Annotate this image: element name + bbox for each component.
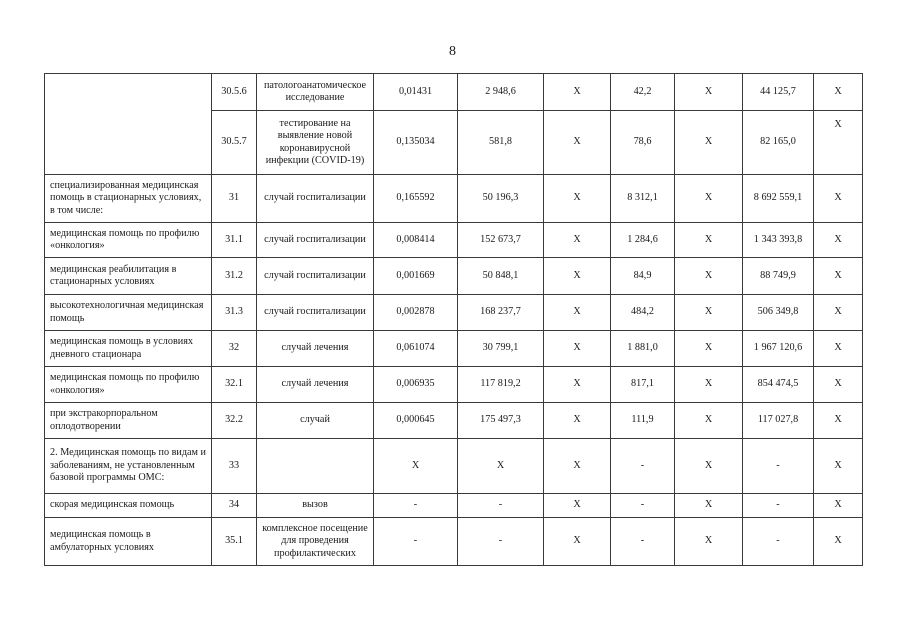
row-cell: - xyxy=(743,439,814,494)
row-code: 30.5.6 xyxy=(212,74,257,111)
row-cell: - xyxy=(611,494,675,518)
row-cell: 88 749,9 xyxy=(743,258,814,295)
row-cell: - xyxy=(611,518,675,566)
row-cell: Х xyxy=(544,518,611,566)
row-cell: Х xyxy=(675,331,743,367)
row-cell: 111,9 xyxy=(611,403,675,439)
row-cell: Х xyxy=(675,494,743,518)
row-cell: Х xyxy=(544,403,611,439)
row-cell: - xyxy=(743,494,814,518)
row-cell: Х xyxy=(814,518,863,566)
row-cell: 152 673,7 xyxy=(458,223,544,258)
row-unit: случай xyxy=(257,403,374,439)
row-cell: Х xyxy=(814,223,863,258)
row-cell: Х xyxy=(675,74,743,111)
table-row xyxy=(45,439,863,494)
row-cell: Х xyxy=(544,111,611,175)
table-row xyxy=(45,258,863,295)
row-cell: Х xyxy=(675,175,743,223)
row-cell: 168 237,7 xyxy=(458,295,544,331)
row-unit: вызов xyxy=(257,494,374,518)
row-cell: 50 196,3 xyxy=(458,175,544,223)
row-code: 31.2 xyxy=(212,258,257,295)
row-code: 32.2 xyxy=(212,403,257,439)
row-name: специализированная медицинская помощь в стационарных условиях, в том числе: xyxy=(45,175,212,223)
row-cell: Х xyxy=(814,175,863,223)
row-cell: Х xyxy=(544,367,611,403)
table-row xyxy=(45,331,863,367)
row-unit: случай госпитализации xyxy=(257,175,374,223)
row-cell: 175 497,3 xyxy=(458,403,544,439)
row-cell: 0,001669 xyxy=(374,258,458,295)
row-cell: Х xyxy=(544,258,611,295)
row-cell: 854 474,5 xyxy=(743,367,814,403)
row-unit: случай лечения xyxy=(257,331,374,367)
row-cell: 1 881,0 xyxy=(611,331,675,367)
row-cell: Х xyxy=(458,439,544,494)
row-cell: 42,2 xyxy=(611,74,675,111)
row-cell: - xyxy=(743,518,814,566)
row-name: медицинская помощь в амбулаторных условиях xyxy=(45,518,212,566)
row-code: 34 xyxy=(212,494,257,518)
row-cell: 117 027,8 xyxy=(743,403,814,439)
row-code: 31 xyxy=(212,175,257,223)
row-cell: Х xyxy=(814,258,863,295)
row-cell: 84,9 xyxy=(611,258,675,295)
row-cell: 0,01431 xyxy=(374,74,458,111)
row-cell: - xyxy=(611,439,675,494)
row-code: 32 xyxy=(212,331,257,367)
row-code: 32.1 xyxy=(212,367,257,403)
row-cell: 581,8 xyxy=(458,111,544,175)
row-unit: случай госпитализации xyxy=(257,258,374,295)
row-cell: 1 967 120,6 xyxy=(743,331,814,367)
row-cell: Х xyxy=(675,258,743,295)
row-cell: Х xyxy=(814,74,863,111)
row-cell: 50 848,1 xyxy=(458,258,544,295)
row-cell: Х xyxy=(544,439,611,494)
row-cell: - xyxy=(374,494,458,518)
row-cell: 0,000645 xyxy=(374,403,458,439)
row-cell: Х xyxy=(675,223,743,258)
row-cell: - xyxy=(374,518,458,566)
row-name xyxy=(45,74,212,175)
row-unit: комплексное посещение для проведения профилактических xyxy=(257,518,374,566)
row-cell: 506 349,8 xyxy=(743,295,814,331)
row-cell: Х xyxy=(814,439,863,494)
row-unit: тестирование на выявление новой коронавирусной инфекции (COVID-19) xyxy=(257,111,374,175)
row-cell: 1 284,6 xyxy=(611,223,675,258)
row-name: медицинская реабилитация в стационарных условиях xyxy=(45,258,212,295)
row-cell: Х xyxy=(814,331,863,367)
row-cell: Х xyxy=(675,439,743,494)
row-code: 31.3 xyxy=(212,295,257,331)
table-row xyxy=(45,367,863,403)
row-cell: Х xyxy=(814,494,863,518)
row-cell: 8 312,1 xyxy=(611,175,675,223)
row-cell: Х xyxy=(544,175,611,223)
page-number: 8 xyxy=(449,44,456,59)
row-cell: Х xyxy=(675,518,743,566)
row-cell: - xyxy=(458,518,544,566)
table-row xyxy=(45,223,863,258)
row-cell: Х xyxy=(544,223,611,258)
table-row xyxy=(45,295,863,331)
row-cell: 117 819,2 xyxy=(458,367,544,403)
table-row xyxy=(45,518,863,566)
row-cell: 30 799,1 xyxy=(458,331,544,367)
data-table xyxy=(44,73,863,566)
row-cell: 0,061074 xyxy=(374,331,458,367)
row-name: 2. Медицинская помощь по видам и заболеваниям, не установленным базовой программы ОМС: xyxy=(45,439,212,494)
row-name: медицинская помощь по профилю «онкология» xyxy=(45,367,212,403)
row-cell: Х xyxy=(544,74,611,111)
row-unit: патологоанатомическое исследование xyxy=(257,74,374,111)
row-name: скорая медицинская помощь xyxy=(45,494,212,518)
row-cell: 1 343 393,8 xyxy=(743,223,814,258)
row-cell: Х xyxy=(544,295,611,331)
row-cell: 78,6 xyxy=(611,111,675,175)
row-cell: Х xyxy=(814,111,863,175)
row-unit: случай госпитализации xyxy=(257,223,374,258)
row-cell: - xyxy=(458,494,544,518)
row-cell: 44 125,7 xyxy=(743,74,814,111)
row-code: 31.1 xyxy=(212,223,257,258)
row-cell: Х xyxy=(675,403,743,439)
row-name: высокотехнологичная медицинская помощь xyxy=(45,295,212,331)
row-name: медицинская помощь в условиях дневного стационара xyxy=(45,331,212,367)
table-row xyxy=(45,74,863,111)
row-cell: 0,002878 xyxy=(374,295,458,331)
row-cell: 0,006935 xyxy=(374,367,458,403)
row-cell: Х xyxy=(544,494,611,518)
row-cell: 2 948,6 xyxy=(458,74,544,111)
row-cell: 0,008414 xyxy=(374,223,458,258)
row-cell: Х xyxy=(814,295,863,331)
row-name: при экстракорпоральном оплодотворении xyxy=(45,403,212,439)
row-cell: 8 692 559,1 xyxy=(743,175,814,223)
row-cell: Х xyxy=(675,111,743,175)
row-cell: Х xyxy=(814,403,863,439)
row-cell: 82 165,0 xyxy=(743,111,814,175)
row-name: медицинская помощь по профилю «онкология» xyxy=(45,223,212,258)
row-unit xyxy=(257,439,374,494)
row-code: 33 xyxy=(212,439,257,494)
row-unit: случай госпитализации xyxy=(257,295,374,331)
table-row xyxy=(45,494,863,518)
table-row xyxy=(45,403,863,439)
row-cell: Х xyxy=(675,367,743,403)
row-cell: Х xyxy=(675,295,743,331)
row-code: 30.5.7 xyxy=(212,111,257,175)
row-cell: Х xyxy=(544,331,611,367)
row-code: 35.1 xyxy=(212,518,257,566)
row-cell: Х xyxy=(374,439,458,494)
row-cell: 0,165592 xyxy=(374,175,458,223)
row-cell: 817,1 xyxy=(611,367,675,403)
row-cell: 484,2 xyxy=(611,295,675,331)
row-cell: Х xyxy=(814,367,863,403)
row-unit: случай лечения xyxy=(257,367,374,403)
row-cell: 0,135034 xyxy=(374,111,458,175)
table-row xyxy=(45,175,863,223)
